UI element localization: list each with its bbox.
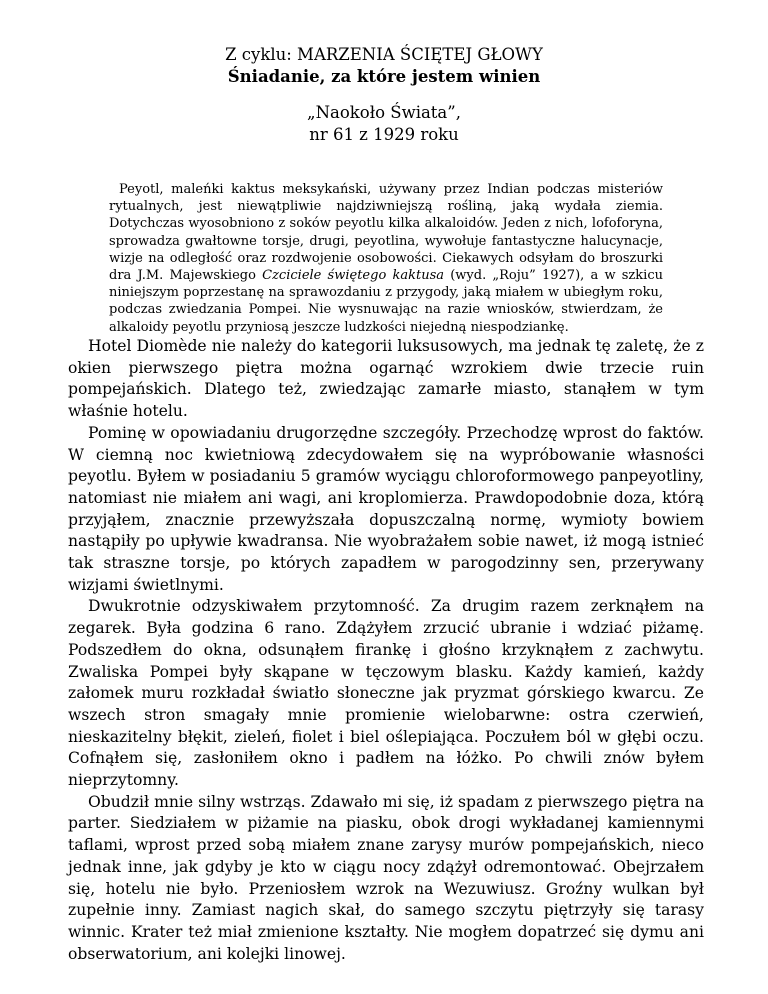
publication-source — [0, 102, 768, 146]
introduction-note — [109, 181, 663, 336]
series-title: Z cyklu: MARZENIA ŚCIĘTEJ GŁOWY — [225, 45, 543, 64]
source-issue: nr 61 z 1929 roku — [309, 125, 459, 144]
paragraph: Pominę w opowiadaniu drugorzędne szczegóły. Przechodzę wprost do faktów. W ciemną noc kwietniową zdecydowałem się na wypróbowanie własności peyotlu. Byłem w posiadaniu 5 gramów wyciągu chloroformowego panpeyotliny, natomiast nie miałem ani wagi, ani kroplomierza. Prawdopodobnie doza, którą przyjąłem, znacznie przewyższała dopuszczalną normę, wymioty bowiem nastąpiły po upływie kwadransa. Nie wyobrażałem sobie nawet, iż mogą istnieć tak straszne torsje, po których zapadłem w parogodzinny sen, przerywany wizjami świetlnymi. — [68, 423, 704, 594]
document-header — [0, 44, 768, 146]
intro-text-part2: (wyd. „Roju” 1927), a w szkicu niniejszym poprzestanę na sprawozdaniu z przygody, jaką miałem w ubiegłym roku, podczas zwiedzania Pompei. Nie wysnuwając na razie wniosków, stwierdzam, że alkaloidy peyotlu przyniosą jeszcze ludzkości niejedną niespodziankę. — [109, 268, 663, 335]
book-title: Czciciele świętego kaktusa — [262, 268, 444, 284]
intro-text-part1: Peyotl, maleńki kaktus meksykański, używany przez Indian podczas misteriów rytualnych, jest niewątpliwie najdziwniejszą rośliną, jaką wydała ziemia. Dotychczas wyosobniono z soków peyotlu kilka alkaloidów. Jeden z nich, lofoforyna, sprowadza gwałtowne torsje, drugi, peyotlina, wywołuje fantastyczne halucynacje, wizje na odległość oraz rozdwojenie osobowości. Ciekawych odsyłam do broszurki dra J.M. Majewskiego — [109, 182, 663, 284]
story-body — [68, 336, 704, 965]
paragraph: Obudził mnie silny wstrząs. Zdawało mi się, iż spadam z pierwszego piętra na parter. Siedziałem w piżamie na piasku, obok drogi wykładanej kamiennymi taflami, wprost przed sobą miałem znane zarysy murów pompejańskich, nieco jednak inne, jak gdyby je kto w ciągu nocy zdążył odremontować. Obejrzałem się, hotelu nie było. Przeniosłem wzrok na Wezuwiusz. Groźny wulkan był zupełnie inny. Zamiast nagich skał, do samego szczytu piętrzyły się tarasy winnic. Krater też miał zmienione kształty. Nie mogłem dopatrzeć się dymu ani obserwatorium, ani kolejki linowej. — [68, 792, 704, 963]
paragraph: Hotel Diomède nie należy do kategorii luksusowych, ma jednak tę zaletę, że z okien pierwszego piętra można ogarnąć wzrokiem dwie trzecie ruin pompejańskich. Dlatego też, zwiedzając zamarłe miasto, stanąłem w tym właśnie hotelu. — [68, 337, 704, 421]
source-magazine: „Naokoło Świata”, — [307, 103, 461, 122]
story-title: Śniadanie, za które jestem winien — [227, 67, 541, 86]
paragraph: Dwukrotnie odzyskiwałem przytomność. Za drugim razem zerknąłem na zegarek. Była godzina 6 rano. Zdążyłem zrzucić ubranie i wdziać piżamę. Podszedłem do okna, odsunąłem firankę i głośno krzyknąłem z zachwytu. Zwaliska Pompei były skąpane w tęczowym blasku. Każdy kamień, każdy załomek muru rozkładał światło słoneczne jak pryzmat górskiego kwarcu. Ze wszech stron smagały mnie promienie wielobarwne: ostra czerwień, nieskazitelny błękit, zieleń, fiolet i biel oślepiająca. Poczułem ból w głębi oczu. Cofnąłem się, zasłoniłem okno i padłem na łóżko. Po chwili znów byłem nieprzytomny. — [68, 597, 704, 790]
